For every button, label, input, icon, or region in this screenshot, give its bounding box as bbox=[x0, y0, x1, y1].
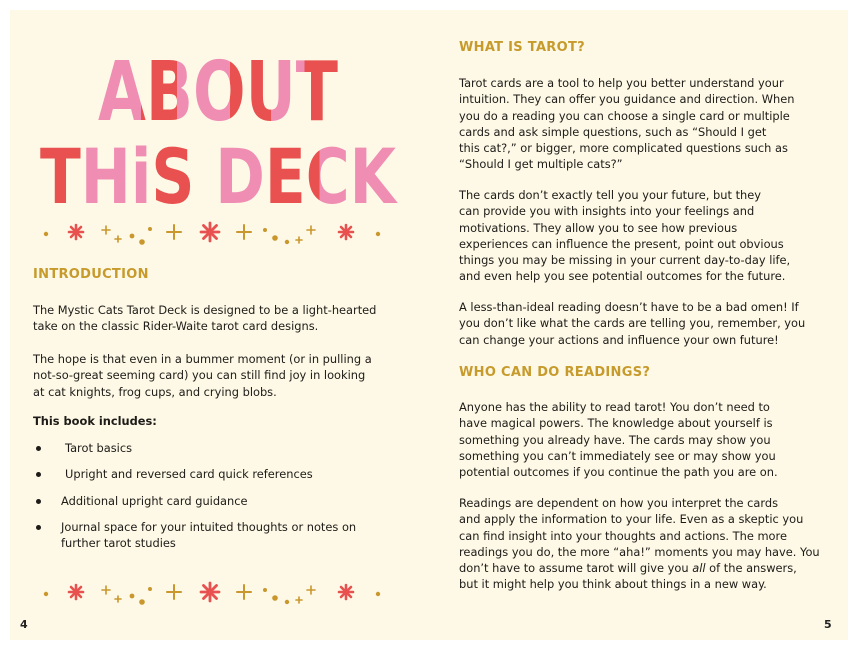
bullet-icon bbox=[36, 525, 41, 530]
tarot-paragraph-3: A less-than-ideal reading doesn’t have to be a bad omen! If you don’t like what the cards are telling you, remember, you can change your actions and influence your own future! bbox=[459, 300, 806, 347]
introduction-heading: INTRODUCTION bbox=[33, 267, 149, 282]
page-title bbox=[30, 38, 410, 221]
readings-paragraph-1: Anyone has the ability to read tarot! You don’t need to have magical powers. The knowledge about yourself is something you already have. The cards may show you something you can’t immediately see or may show you potential outcomes if you continue the path you are on. bbox=[459, 400, 778, 480]
includes-title: This book includes: bbox=[33, 414, 157, 428]
ornament-divider-bottom bbox=[40, 576, 390, 608]
bullet-icon bbox=[36, 446, 41, 451]
who-can-do-readings-heading: WHO CAN DO READINGS? bbox=[459, 365, 651, 380]
what-is-tarot-heading: WHAT IS TAROT? bbox=[459, 40, 585, 55]
ornament-divider-top bbox=[40, 216, 390, 248]
list-item: Additional upright card guidance bbox=[33, 493, 356, 509]
tarot-paragraph-2: The cards don’t exactly tell you your future, but they can provide you with insights into your feelings and motivations. They allow you to see how previous experiences can influence the present, point out obvious things you may be missing in your current day-to-day life, and even help you see potential outcomes for the future. bbox=[459, 188, 791, 284]
list-item: Journal space for your intuited thoughts or notes on further tarot studies bbox=[33, 519, 356, 552]
title-line-2: THiS DECK bbox=[40, 132, 399, 221]
readings-paragraph-2: Readings are dependent on how you interpret the cards and apply the information to your life. Even as a skeptic you can find insight into your thoughts and actions. The more readings you do, the more “aha!” moments you may have. You don’t have to assume tarot will give you all of the answers, but it might help you think about things in a new way. bbox=[459, 496, 820, 592]
list-item: Upright and reversed card quick references bbox=[33, 466, 356, 482]
intro-paragraph-1: The Mystic Cats Tarot Deck is designed to be a light-hearted take on the classic Rider-Waite tarot card designs. bbox=[33, 303, 377, 334]
sparkle-ornament-icon bbox=[44, 223, 380, 245]
bullet-icon bbox=[36, 472, 41, 477]
page-number-left: 4 bbox=[20, 618, 28, 631]
title-line-1: ABOUT bbox=[98, 45, 339, 140]
includes-list bbox=[33, 440, 356, 561]
bullet-icon bbox=[36, 499, 41, 504]
page-number-right: 5 bbox=[824, 618, 832, 631]
intro-paragraph-2: The hope is that even in a bummer moment (or in pulling a not-so-great seeming card) you can still find joy in looking at cat knights, frog cups, and crying blobs. bbox=[33, 352, 372, 399]
tarot-paragraph-1: Tarot cards are a tool to help you better understand your intuition. They can offer you guidance and direction. When you do a reading you can choose a single card or multiple cards and ask simple questions, such as “Should I get this cat?,” or bigger, more complicated questions such as “Should I get multiple cats?” bbox=[459, 76, 795, 172]
book-spread bbox=[10, 10, 848, 640]
sparkle-ornament-icon bbox=[44, 583, 380, 605]
list-item: Tarot basics bbox=[33, 440, 356, 456]
